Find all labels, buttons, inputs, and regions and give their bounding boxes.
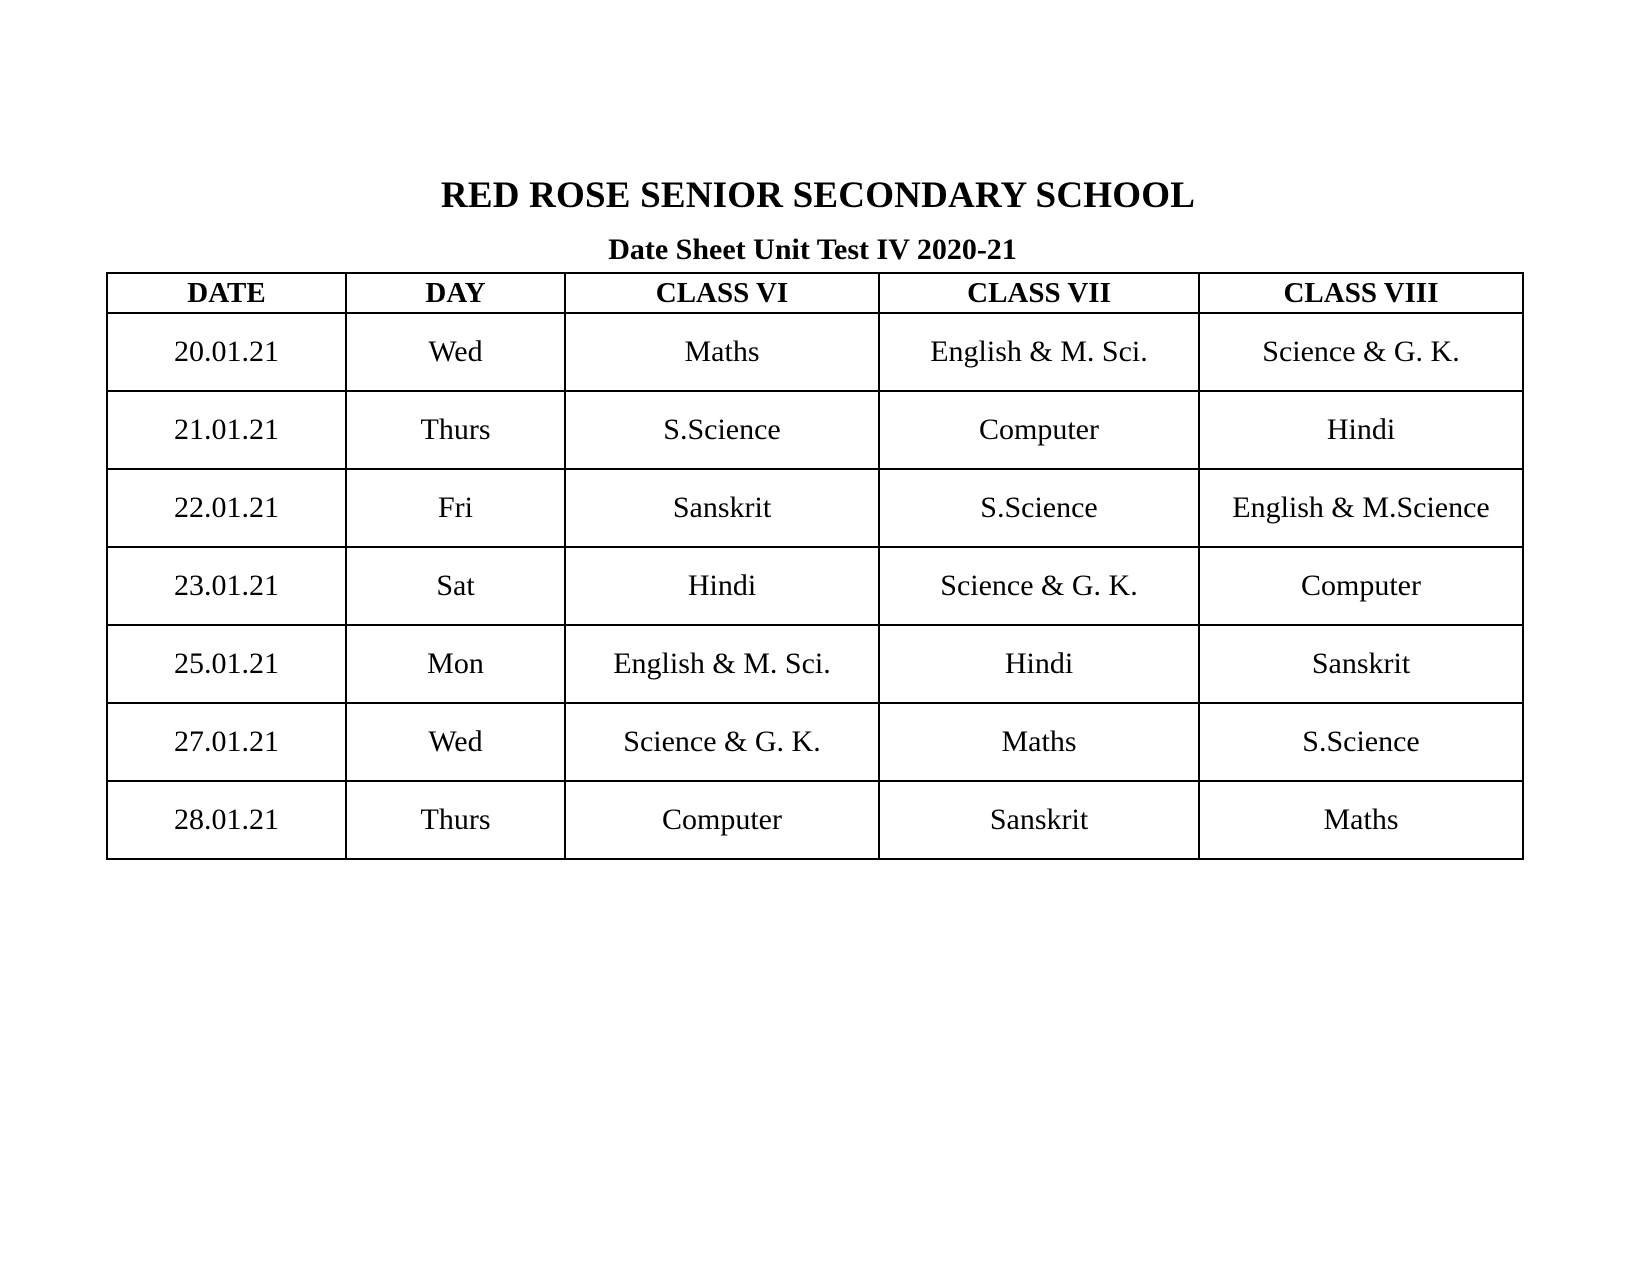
cell-class-vii: Sanskrit xyxy=(879,781,1199,859)
cell-class-vii: Maths xyxy=(879,703,1199,781)
cell-class-viii: Computer xyxy=(1199,547,1523,625)
cell-class-vii: S.Science xyxy=(879,469,1199,547)
table-row xyxy=(107,547,1523,625)
cell-day: Mon xyxy=(346,625,565,703)
cell-class-vii: Hindi xyxy=(879,625,1199,703)
table-row xyxy=(107,703,1523,781)
header-date: DATE xyxy=(107,273,346,313)
school-title: RED ROSE SENIOR SECONDARY SCHOOL xyxy=(440,175,1196,216)
datesheet-subtitle: Date Sheet Unit Test IV 2020-21 xyxy=(608,233,1017,266)
table-header-row xyxy=(107,273,1523,313)
header-class-vii: CLASS VII xyxy=(879,273,1199,313)
table-row xyxy=(107,391,1523,469)
cell-date: 21.01.21 xyxy=(107,391,346,469)
cell-class-viii: English & M.Science xyxy=(1199,469,1523,547)
cell-class-vi: Computer xyxy=(565,781,879,859)
cell-date: 28.01.21 xyxy=(107,781,346,859)
cell-class-viii: Maths xyxy=(1199,781,1523,859)
cell-class-vi: Hindi xyxy=(565,547,879,625)
cell-day: Wed xyxy=(346,703,565,781)
table-row xyxy=(107,469,1523,547)
cell-date: 22.01.21 xyxy=(107,469,346,547)
cell-day: Fri xyxy=(346,469,565,547)
cell-class-vi: S.Science xyxy=(565,391,879,469)
header-class-viii: CLASS VIII xyxy=(1199,273,1523,313)
table-row xyxy=(107,625,1523,703)
cell-date: 20.01.21 xyxy=(107,313,346,391)
cell-day: Wed xyxy=(346,313,565,391)
table-row xyxy=(107,313,1523,391)
cell-day: Thurs xyxy=(346,781,565,859)
cell-class-vi: Maths xyxy=(565,313,879,391)
cell-class-vi: English & M. Sci. xyxy=(565,625,879,703)
cell-class-vii: Science & G. K. xyxy=(879,547,1199,625)
cell-day: Thurs xyxy=(346,391,565,469)
cell-date: 23.01.21 xyxy=(107,547,346,625)
cell-class-viii: Sanskrit xyxy=(1199,625,1523,703)
cell-class-viii: Science & G. K. xyxy=(1199,313,1523,391)
cell-class-viii: Hindi xyxy=(1199,391,1523,469)
datesheet-table xyxy=(106,272,1524,860)
cell-date: 25.01.21 xyxy=(107,625,346,703)
header-day: DAY xyxy=(346,273,565,313)
cell-class-vii: English & M. Sci. xyxy=(879,313,1199,391)
cell-class-vi: Sanskrit xyxy=(565,469,879,547)
cell-date: 27.01.21 xyxy=(107,703,346,781)
table-row xyxy=(107,781,1523,859)
cell-class-vii: Computer xyxy=(879,391,1199,469)
cell-class-viii: S.Science xyxy=(1199,703,1523,781)
cell-day: Sat xyxy=(346,547,565,625)
cell-class-vi: Science & G. K. xyxy=(565,703,879,781)
header-class-vi: CLASS VI xyxy=(565,273,879,313)
